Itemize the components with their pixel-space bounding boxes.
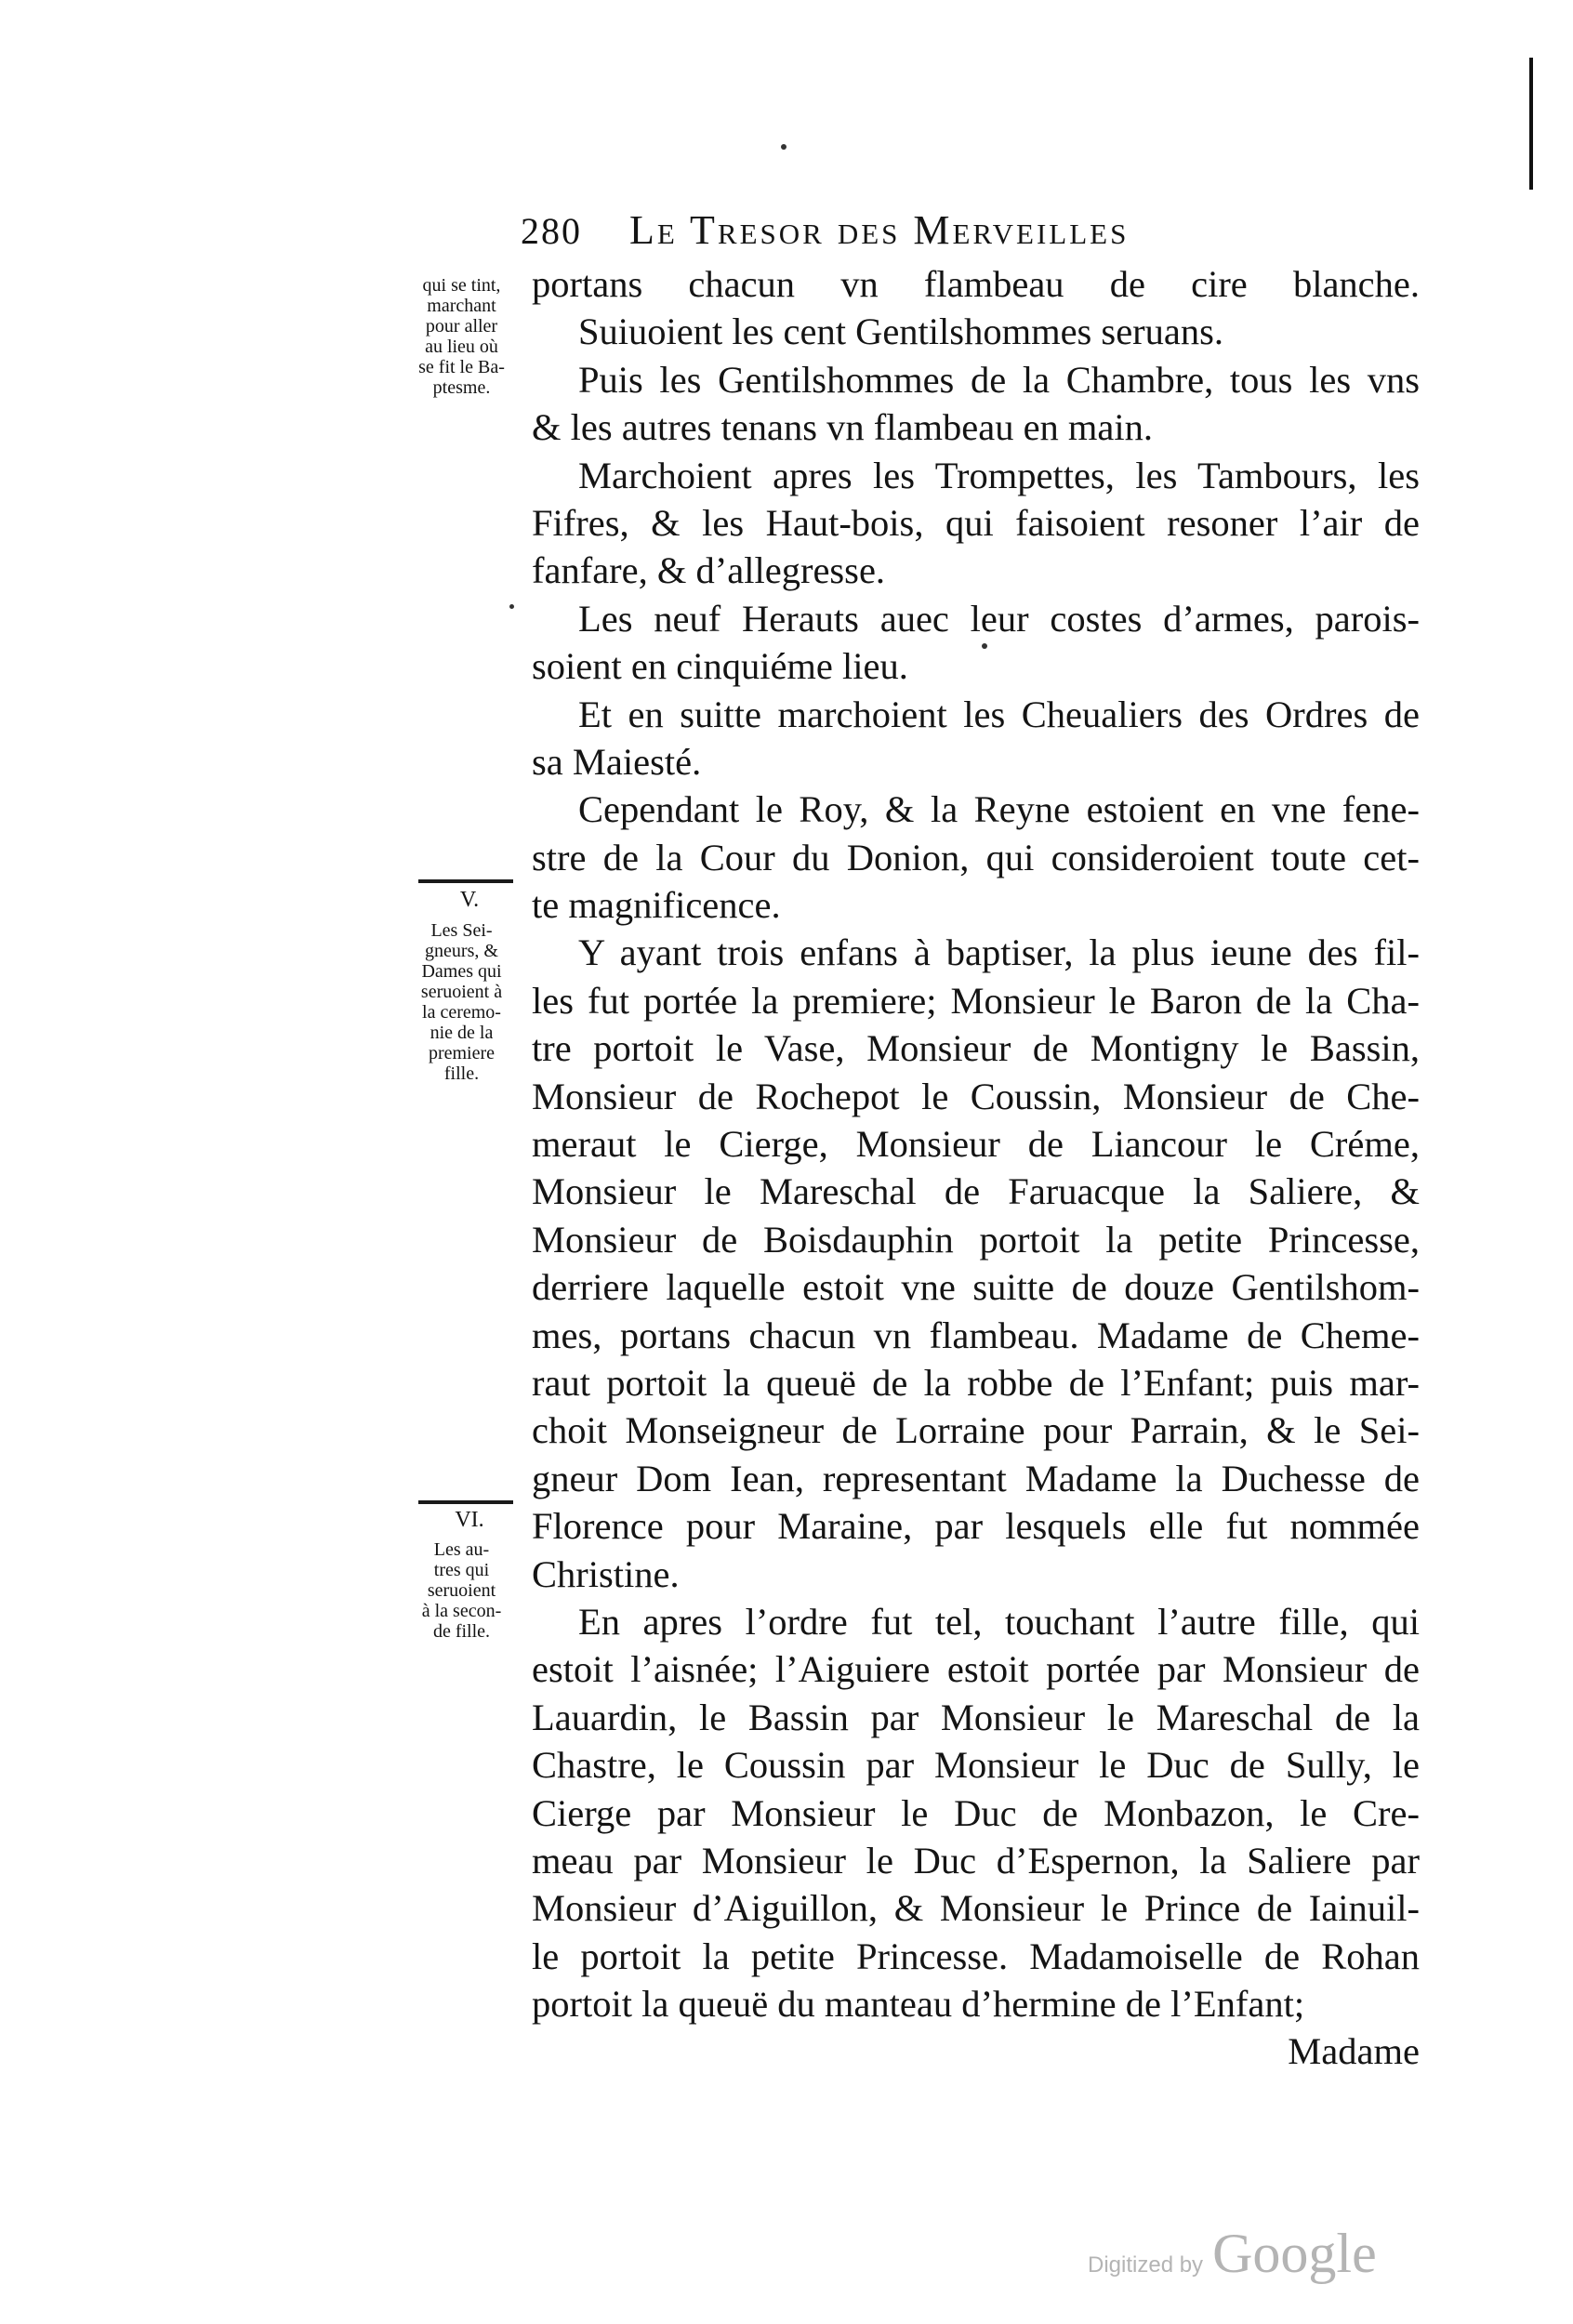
text-line: les fut portée la premiere; Monsieur le Baron de la Cha- (532, 979, 1420, 1022)
running-header (521, 206, 1450, 254)
digitized-watermark (1088, 2222, 1377, 2286)
margin-note-line: marchant (427, 296, 496, 316)
margin-note-line: ptesme. (432, 377, 491, 398)
page-number: 280 (521, 210, 582, 252)
text-line: Chastre, le Coussin par Monsieur le Duc de Sully, le (532, 1744, 1420, 1787)
body-text (532, 260, 1420, 2076)
text-line: portans chacun vn flambeau de cire blanche. (532, 263, 1420, 305)
margin-note-line: la ceremo- (422, 1002, 501, 1023)
text-line: fanfare, & d’allegresse. (532, 549, 886, 592)
text-line: Florence pour Maraine, par lesquels elle fut nommée (532, 1505, 1420, 1548)
section-number: VI. (455, 1508, 484, 1532)
margin-note-line: tres qui (433, 1560, 490, 1580)
google-logo: Google (1212, 2223, 1377, 2284)
margin-note-line: seruoient à (420, 982, 503, 1002)
margin-note-2 (403, 920, 520, 1084)
text-line: En apres l’ordre fut tel, touchant l’autre fille, qui (578, 1600, 1420, 1643)
text-line: Monsieur de Rochepot le Coussin, Monsieur de Che- (532, 1075, 1420, 1117)
text-line: stre de la Cour du Donion, qui consideroient toute cet- (532, 836, 1420, 878)
text-line: Monsieur d’Aiguillon, & Monsieur le Prince de Iainuil- (532, 1887, 1420, 1930)
ink-speck (509, 604, 514, 609)
margin-note-line: gneurs, & (425, 941, 498, 961)
text-line: choit Monseigneur de Lorraine pour Parrain, & le Sei- (532, 1409, 1420, 1452)
section-rule (418, 879, 513, 883)
margin-note-line: seruoient (427, 1580, 496, 1601)
margin-note-line: fille. (443, 1063, 480, 1084)
text-line: Suiuoient les cent Gentilshommes seruans. (578, 310, 1224, 353)
text-line: tre portoit le Vase, Monsieur de Montigny le Bassin, (532, 1027, 1420, 1070)
text-line: portoit la queuë du manteau d’hermine de l’Enfant; (532, 1983, 1305, 2026)
text-line: meraut le Cierge, Monsieur de Liancour le Créme, (532, 1123, 1420, 1166)
text-line: Y ayant trois enfans à baptiser, la plus ieune des fil- (578, 931, 1420, 974)
margin-note-line: à la secon- (421, 1601, 502, 1621)
section-number: V. (459, 888, 480, 912)
text-line: Lauardin, le Bassin par Monsieur le Mareschal de la (532, 1696, 1420, 1738)
running-title: Le Tresor des Merveilles (629, 207, 1130, 253)
text-line: sa Maiesté. (532, 740, 702, 783)
text-line: Puis les Gentilshommes de la Chambre, tous les vns (578, 358, 1420, 401)
text-line: Cependant le Roy, & la Reyne estoient en vne fene- (578, 788, 1420, 831)
margin-note-line: qui se tint, (422, 275, 501, 296)
margin-note-line: au lieu où (425, 337, 498, 357)
margin-note-1 (403, 275, 520, 398)
text-line: estoit l’aisnée; l’Aiguiere estoit portée par Monsieur de (532, 1648, 1420, 1691)
text-line: meau par Monsieur le Duc d’Espernon, la Saliere par (532, 1839, 1420, 1882)
text-line: Christine. (532, 1552, 680, 1595)
ink-speck (781, 144, 786, 150)
text-line: soient en cinquiéme lieu. (532, 645, 908, 688)
text-line: gneur Dom Iean, representant Madame la Duchesse de (532, 1457, 1420, 1499)
text-line: le portoit la petite Princesse. Madamoiselle de Rohan (532, 1934, 1420, 1977)
margin-note-line: se fit le Ba- (418, 357, 505, 377)
text-line: derriere laquelle estoit vne suitte de douze Gentilshom- (532, 1266, 1420, 1309)
margin-note-line: Les Sei- (430, 920, 493, 941)
watermark-prefix: Digitized by (1088, 2252, 1204, 2278)
section-rule (418, 1500, 513, 1504)
text-line: Les neuf Herauts auec leur costes d’armes, parois- (578, 597, 1420, 640)
text-line: raut portoit la queuë de la robbe de l’Enfant; puis mar- (532, 1361, 1420, 1404)
page-edge-mark (1529, 58, 1533, 190)
margin-note-3 (403, 1539, 520, 1642)
margin-note-line: de fille. (432, 1621, 491, 1642)
margin-note-line: nie de la (430, 1023, 494, 1043)
text-line: Monsieur le Mareschal de Faruacque la Saliere, & (532, 1170, 1420, 1213)
margin-note-line: premiere (428, 1043, 496, 1063)
catchword: Madame (1288, 2030, 1420, 2073)
margin-note-line: Dames qui (421, 961, 502, 982)
text-line: Et en suitte marchoient les Cheualiers des Ordres de (578, 693, 1420, 735)
margin-note-line: pour aller (425, 316, 498, 337)
text-line: Cierge par Monsieur le Duc de Monbazon, le Cre- (532, 1791, 1420, 1834)
text-line: Fifres, & les Haut-bois, qui faisoient resoner l’air de (532, 501, 1420, 544)
text-line: Monsieur de Boisdauphin portoit la petite Princesse, (532, 1218, 1420, 1261)
text-line: & les autres tenans vn flambeau en main. (532, 406, 1154, 449)
margin-note-line: Les au- (433, 1539, 490, 1560)
text-line: Marchoient apres les Trompettes, les Tambours, les (578, 454, 1420, 496)
text-line: mes, portans chacun vn flambeau. Madame de Cheme- (532, 1314, 1420, 1356)
text-line: te magnificence. (532, 884, 781, 927)
